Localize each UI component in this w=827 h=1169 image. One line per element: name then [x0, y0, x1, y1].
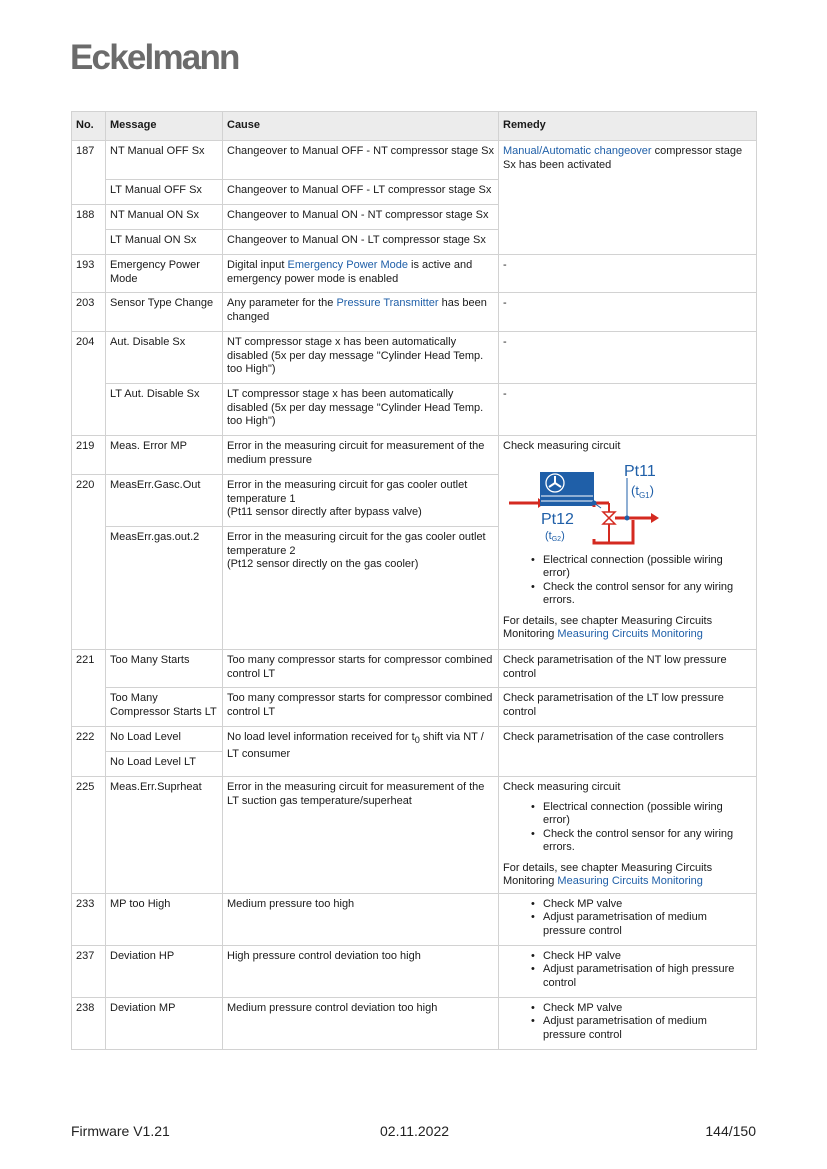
table-row — [72, 141, 757, 180]
outlet-arrow — [651, 513, 659, 523]
cell-cause: Too many compressor starts for compressor combined control LT — [223, 688, 499, 727]
cell-no: 193 — [72, 255, 106, 293]
list-item: • Adjust parametrisation of medium pressure control — [543, 911, 752, 938]
gas-cooler-sensor-diagram — [503, 458, 663, 548]
table-row — [72, 436, 757, 475]
emergency-power-mode-link[interactable]: Emergency Power Mode — [287, 259, 408, 271]
cell-cause: Too many compressor starts for compressor combined control LT — [223, 650, 499, 688]
remedy-bullet-list — [503, 801, 752, 855]
table-row — [72, 293, 757, 332]
cell-remedy: - — [499, 255, 757, 293]
cell-message: Meas.Err.Suprheat — [106, 777, 223, 894]
cell-message: No Load Level — [106, 727, 223, 752]
cell-remedy: Check parametrisation of the case controllers — [499, 727, 757, 777]
cell-message: NT Manual OFF Sx — [106, 141, 223, 180]
cell-message: MeasErr.Gasc.Out — [106, 475, 223, 527]
cell-no: 188 — [72, 205, 106, 255]
list-item: • Check MP valve — [543, 898, 752, 912]
footer-date: 02.11.2022 — [380, 1123, 450, 1139]
list-item: • Electrical connection (possible wiring error) — [543, 801, 752, 828]
cell-no: 219 — [72, 436, 106, 475]
header-cause: Cause — [223, 112, 499, 141]
cell-cause: Digital input Emergency Power Mode is active and emergency power mode is enabled — [223, 255, 499, 293]
cell-no: 203 — [72, 293, 106, 332]
cell-cause: Error in the measuring circuit for the gas cooler outlet temperature 2 (Pt12 sensor directly on the gas cooler) — [223, 527, 499, 650]
cell-remedy — [499, 436, 757, 650]
cell-message: LT Manual ON Sx — [106, 230, 223, 255]
pressure-transmitter-link[interactable]: Pressure Transmitter — [336, 297, 439, 309]
cell-message: LT Manual OFF Sx — [106, 180, 223, 205]
cell-remedy — [499, 893, 757, 945]
cell-cause: Changeover to Manual ON - LT compressor stage Sx — [223, 230, 499, 255]
cell-cause: Error in the measuring circuit for measurement of the LT suction gas temperature/superheat — [223, 777, 499, 894]
header-remedy: Remedy — [499, 112, 757, 141]
cell-cause: Any parameter for the Pressure Transmitter has been changed — [223, 293, 499, 332]
table-row — [72, 893, 757, 945]
table-row — [72, 650, 757, 688]
cell-cause: Error in the measuring circuit for measurement of the medium pressure — [223, 436, 499, 475]
table-row — [72, 727, 757, 752]
cell-cause: High pressure control deviation too high — [223, 945, 499, 997]
table-row — [72, 688, 757, 727]
list-item: • Check the control sensor for any wiring errors. — [543, 581, 752, 608]
remedy-note: For details, see chapter Measuring Circuits Monitoring Measuring Circuits Monitoring — [503, 861, 713, 887]
tg1-label: $(t_{G1})$ — [631, 482, 654, 500]
remedy-bullet-list — [503, 898, 752, 939]
cell-no: 233 — [72, 893, 106, 945]
remedy-title: Check measuring circuit — [503, 440, 621, 452]
manual-automatic-changeover-link[interactable]: Manual/Automatic changeover — [503, 145, 652, 157]
list-item: • Check MP valve — [543, 1002, 752, 1016]
cell-remedy — [499, 945, 757, 997]
cell-cause: LT compressor stage x has been automatically disabled (5x per day message "Cylinder Head Temp. too High") — [223, 384, 499, 436]
table-row — [72, 255, 757, 293]
cell-cause: Changeover to Manual ON - NT compressor stage Sx — [223, 205, 499, 230]
cell-no: 187 — [72, 141, 106, 205]
cell-remedy — [499, 997, 757, 1049]
cell-remedy: - — [499, 293, 757, 332]
remedy-bullet-list — [503, 950, 752, 991]
header-message: Message — [106, 112, 223, 141]
table-row — [72, 997, 757, 1049]
table-row — [72, 945, 757, 997]
cell-message: Meas. Error MP — [106, 436, 223, 475]
cell-message: Aut. Disable Sx — [106, 332, 223, 384]
cell-cause: Medium pressure control deviation too high — [223, 997, 499, 1049]
cell-no: 204 — [72, 332, 106, 436]
cell-message: Too Many Starts — [106, 650, 223, 688]
remedy-bullet-list — [503, 554, 752, 608]
list-item: • Adjust parametrisation of high pressure control — [543, 963, 752, 990]
cell-cause: Medium pressure too high — [223, 893, 499, 945]
table-row — [72, 384, 757, 436]
measuring-circuits-monitoring-link[interactable]: Measuring Circuits Monitoring — [557, 628, 703, 640]
footer-version: Firmware V1.21 — [71, 1123, 170, 1139]
cell-message: Too Many Compressor Starts LT — [106, 688, 223, 727]
cell-message: Deviation MP — [106, 997, 223, 1049]
remedy-bullet-list — [503, 1002, 752, 1043]
bypass-valve-icon — [603, 512, 615, 524]
cell-message: LT Aut. Disable Sx — [106, 384, 223, 436]
cell-message: Emergency Power Mode — [106, 255, 223, 293]
cell-message: MP too High — [106, 893, 223, 945]
cell-no: 221 — [72, 650, 106, 727]
cell-remedy: Check parametrisation of the LT low pressure control — [499, 688, 757, 727]
measuring-circuits-monitoring-link[interactable]: Measuring Circuits Monitoring — [557, 875, 703, 887]
footer-page-number: 144/150 — [705, 1123, 756, 1139]
cell-cause: NT compressor stage x has been automatically disabled (5x per day message "Cylinder Head Temp. too High") — [223, 332, 499, 384]
list-item: • Adjust parametrisation of medium pressure control — [543, 1015, 752, 1042]
cell-no: 238 — [72, 997, 106, 1049]
table-row — [72, 777, 757, 894]
table-row — [72, 332, 757, 384]
cell-message: No Load Level LT — [106, 752, 223, 777]
eckelmann-logo: Eckelmann — [70, 38, 239, 77]
cell-remedy: Manual/Automatic changeover compressor stage Sx has been activated — [499, 141, 757, 255]
cell-no: 237 — [72, 945, 106, 997]
pt12-label: Pt12 — [541, 510, 574, 528]
cell-no: 222 — [72, 727, 106, 777]
cell-cause: Changeover to Manual OFF - NT compressor stage Sx — [223, 141, 499, 180]
tg2-label: (tG2) — [545, 529, 565, 543]
cell-cause: Changeover to Manual OFF - LT compressor stage Sx — [223, 180, 499, 205]
cell-remedy: - — [499, 384, 757, 436]
cell-cause: Error in the measuring circuit for gas cooler outlet temperature 1 (Pt11 sensor directly after bypass valve) — [223, 475, 499, 527]
remedy-title: Check measuring circuit — [503, 781, 621, 793]
table-header-row — [72, 112, 757, 141]
header-no: No. — [72, 112, 106, 141]
cell-remedy — [499, 777, 757, 894]
cell-no: 220 — [72, 475, 106, 650]
cell-message: MeasErr.gas.out.2 — [106, 527, 223, 650]
cell-message: Sensor Type Change — [106, 293, 223, 332]
list-item: • Check the control sensor for any wiring errors. — [543, 828, 752, 855]
cell-message: NT Manual ON Sx — [106, 205, 223, 230]
error-message-table — [71, 111, 757, 1050]
pt11-label: Pt11 — [624, 462, 656, 480]
cell-message: Deviation HP — [106, 945, 223, 997]
cell-remedy: Check parametrisation of the NT low pressure control — [499, 650, 757, 688]
list-item: • Check HP valve — [543, 950, 752, 964]
cell-cause: No load level information received for $t_0$ shift via NT / LT consumer — [223, 727, 499, 777]
cell-no: 225 — [72, 777, 106, 894]
remedy-note: For details, see chapter Measuring Circuits Monitoring Measuring Circuits Monitoring — [503, 614, 713, 640]
list-item: • Electrical connection (possible wiring error) — [543, 554, 752, 581]
cell-remedy: - — [499, 332, 757, 384]
